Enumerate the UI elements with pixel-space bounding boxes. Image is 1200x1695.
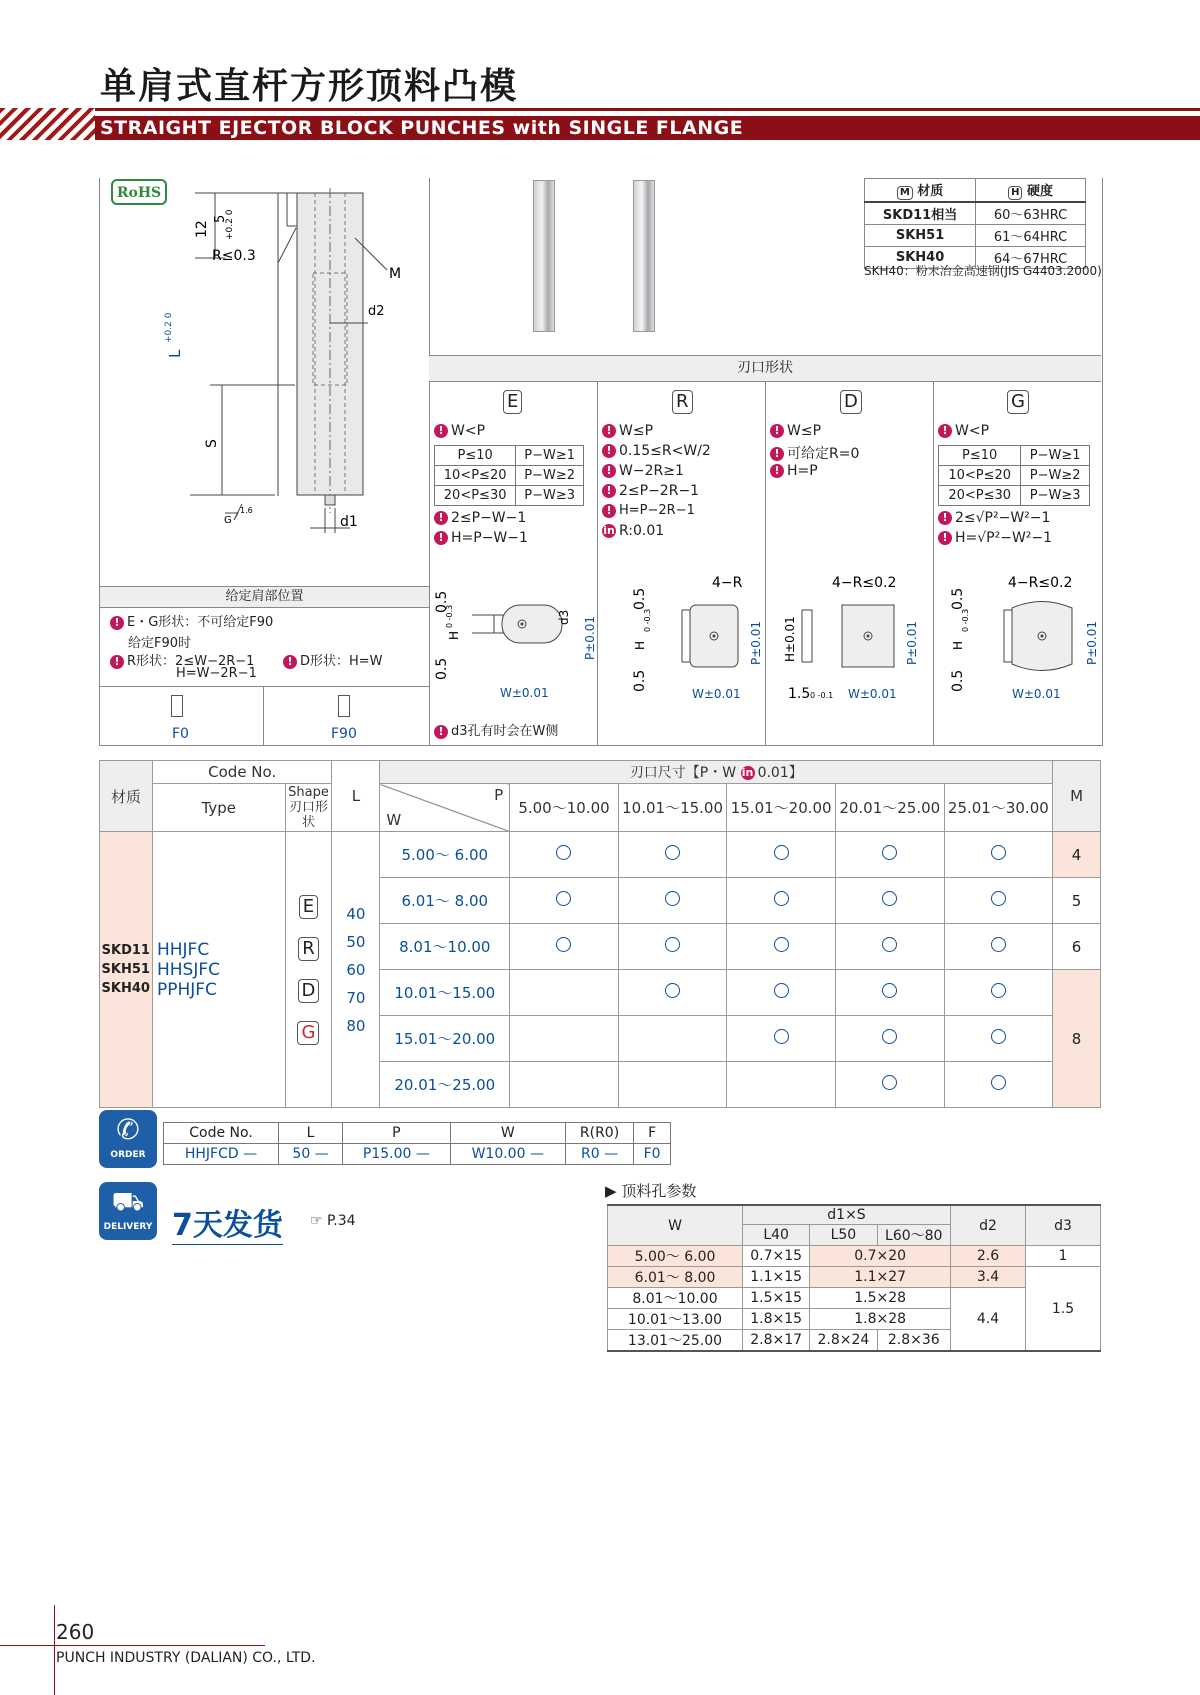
e-rule-table: P≤10 P−W≥1 10<P≤20 P−W≥2 20<P≤30 P−W≥3 — [434, 445, 584, 506]
f90-icon — [338, 695, 350, 717]
available-mark — [991, 1029, 1006, 1044]
shape-r-icon: R — [672, 390, 693, 414]
shape-e-icon: E — [503, 390, 522, 414]
avail-cell — [835, 832, 944, 878]
r-rule: ! H=P−2R−1 — [602, 503, 695, 518]
product-photo-2 — [633, 180, 655, 332]
shape-e-diagram — [432, 585, 597, 705]
w-range: 10.01～15.00 — [380, 970, 510, 1016]
svg-text:H: H — [633, 640, 647, 650]
dim-12: 12 — [194, 220, 210, 238]
page-title: 单肩式直杆方形顶料凸模 — [100, 66, 519, 107]
rough-label: 1.6 — [240, 506, 253, 515]
svg-text:0 -0.3: 0 -0.3 — [643, 608, 652, 632]
d-rule: ! H=P — [770, 463, 818, 479]
r-rule: ! W≤P — [602, 423, 653, 439]
available-mark — [556, 937, 571, 952]
svg-text:W±0.01: W±0.01 — [1012, 687, 1061, 701]
d-rule: ! 可给定R=0 — [770, 443, 859, 463]
svg-text:0.5: 0.5 — [950, 587, 966, 610]
w-range: 6.01～ 8.00 — [380, 878, 510, 924]
g-rule-table: P≤10 P−W≥1 10<P≤20 P−W≥2 20<P≤30 P−W≥3 — [938, 445, 1090, 506]
pointer-icon: ☞ — [310, 1213, 323, 1229]
svg-text:0 -0.3: 0 -0.3 — [445, 604, 454, 628]
svg-text:P±0.01: P±0.01 — [749, 620, 763, 665]
f0-label: F0 — [172, 726, 189, 742]
available-mark — [665, 937, 680, 952]
w-range: 8.01～10.00 — [380, 924, 510, 970]
material-table — [864, 178, 1086, 269]
dim-5-tol: +0.2 0 — [225, 209, 235, 240]
punch-drawing — [100, 178, 429, 585]
h-icon: H — [1008, 186, 1022, 200]
delivery-badge: ⛟ DELIVERY — [99, 1182, 157, 1240]
available-mark — [665, 983, 680, 998]
available-mark — [882, 845, 897, 860]
e-rule: ! H=P−W−1 — [434, 530, 528, 546]
svg-text:d3: d3 — [557, 609, 571, 625]
r-rule: ! W−2R≥1 — [602, 463, 684, 479]
truck-icon: ⛟ — [111, 1187, 145, 1217]
available-mark — [774, 845, 789, 860]
avail-cell — [618, 832, 727, 878]
available-mark — [774, 891, 789, 906]
hard-header: 硬度 — [1027, 184, 1054, 199]
m-label: M — [389, 266, 402, 282]
available-mark — [882, 937, 897, 952]
svg-text:H: H — [447, 630, 461, 640]
svg-text:0.5: 0.5 — [632, 669, 648, 692]
available-mark — [556, 845, 571, 860]
svg-text:W±0.01: W±0.01 — [500, 686, 549, 700]
svg-text:W±0.01: W±0.01 — [692, 687, 741, 701]
svg-text:0 -0.1: 0 -0.1 — [810, 691, 834, 700]
svg-text:P±0.01: P±0.01 — [905, 620, 919, 665]
shoulder-note: ! R形状：2≤W−2R−1 — [110, 650, 254, 669]
mat-name: SKH40 — [865, 247, 976, 269]
footer-vline — [54, 1605, 55, 1695]
m-icon: M — [897, 186, 913, 200]
svg-text:1.5: 1.5 — [788, 686, 811, 702]
svg-text:H: H — [951, 640, 965, 650]
footer-line — [0, 1645, 265, 1646]
available-mark — [991, 983, 1006, 998]
available-mark — [774, 983, 789, 998]
svg-text:H±0.01: H±0.01 — [783, 616, 797, 662]
l-label: L — [166, 349, 184, 358]
shape-g-icon: G — [1007, 390, 1029, 414]
svg-text:W±0.01: W±0.01 — [848, 687, 897, 701]
shoulder-note: H=W−2R−1 — [176, 666, 257, 681]
available-mark — [991, 891, 1006, 906]
available-mark — [882, 983, 897, 998]
shoulder-note: ! E・G形状：不可给定F90 — [110, 611, 273, 630]
e-rule: ! 2≤P−W−1 — [434, 510, 526, 526]
d3-note: ! d3孔有时会在W侧 — [434, 720, 558, 739]
shoulder-note: 给定F90时 — [128, 636, 192, 651]
r-label: R≤0.3 — [212, 248, 256, 264]
f0-icon — [171, 695, 183, 717]
svg-text:4−R≤0.2: 4−R≤0.2 — [832, 575, 897, 591]
available-mark — [774, 1029, 789, 1044]
g-rule: ! H=√P²−W²−1 — [938, 530, 1052, 546]
w-range: 20.01～25.00 — [380, 1062, 510, 1108]
avail-cell — [510, 832, 619, 878]
d-rule: ! W≤P — [770, 423, 821, 439]
mat-hard: 61～64HRC — [976, 225, 1086, 247]
order-example: Code No. L P W R(R0) F HHJFCD — 50 — P15.00 — W10.00 — R0 — F0 — [163, 1122, 671, 1165]
shape-d-diagram — [768, 570, 933, 705]
shoulder-note: ! D形状：H=W — [283, 650, 383, 669]
available-mark — [556, 891, 571, 906]
svg-text:0.5: 0.5 — [632, 587, 648, 610]
f90-label: F90 — [331, 726, 357, 742]
shoulder-title: 给定肩部位置 — [100, 587, 429, 608]
dim-5: 5 — [213, 214, 228, 223]
r-rule: ! 0.15≤R<W/2 — [602, 443, 711, 459]
s-label: S — [204, 439, 220, 448]
svg-text:0.5: 0.5 — [950, 669, 966, 692]
available-mark — [774, 937, 789, 952]
available-mark — [665, 845, 680, 860]
available-mark — [882, 1075, 897, 1090]
delivery-ref[interactable]: ☞ P.34 — [310, 1213, 356, 1229]
order-badge: ✆ ORDER — [99, 1110, 157, 1168]
company-name: PUNCH INDUSTRY (DALIAN) CO., LTD. — [56, 1650, 316, 1666]
page-subtitle: STRAIGHT EJECTOR BLOCK PUNCHES with SINGLE FLANGE — [100, 117, 744, 139]
g-rule: ! 2≤√P²−W²−1 — [938, 510, 1050, 526]
d1-label: d1 — [340, 514, 358, 530]
available-mark — [882, 891, 897, 906]
shape-r-diagram — [600, 570, 765, 705]
available-mark — [991, 1075, 1006, 1090]
w-range: 15.01～20.00 — [380, 1016, 510, 1062]
w-range: 5.00～ 6.00 — [380, 832, 510, 878]
page-number: 260 — [56, 1620, 95, 1644]
l-tol: +0.2 0 — [164, 312, 174, 343]
g-rule: ! W<P — [938, 423, 989, 439]
mat-hard: 64～67HRC — [976, 247, 1086, 269]
svg-text:4−R: 4−R — [712, 575, 743, 591]
svg-text:P±0.01: P±0.01 — [1085, 620, 1099, 665]
r-rule: in R:0.01 — [603, 523, 665, 539]
svg-text:4−R≤0.2: 4−R≤0.2 — [1008, 575, 1073, 591]
svg-text:0.5: 0.5 — [434, 657, 450, 680]
banner-stripes — [0, 108, 95, 140]
rohs-text: RoHS — [116, 185, 162, 201]
svg-text:P±0.01: P±0.01 — [583, 615, 597, 660]
available-mark — [991, 845, 1006, 860]
e-rule: ! W<P — [434, 423, 485, 439]
shape-d-icon: D — [840, 390, 862, 414]
material-note: SKH40：粉末冶金高速钢(JIS G4403.2000) — [864, 264, 1102, 278]
param-title: ▶ 顶料孔参数 — [605, 1182, 697, 1200]
d2-label: d2 — [368, 304, 385, 319]
spec-table: 材质 Code No. L 刃口尺寸【P・W in 0.01】 M Type Shape 刃口形状 P W 5.00～10.00 10.01～15.00 15.01～20.00 20.01～25.00 25.01～30.00 SKD11 SKH51 SKH40 HHJFC HHSJFC PPHJFC E R D G 40 50 60 70 80 5.00～ 6.00 4 6.01～ 8.00 5 8.01～10.00 6 10.01～15.00 8 15.01～20.00 20.01～25.00 — [99, 760, 1101, 1108]
r-rule: ! 2≤P−2R−1 — [602, 483, 699, 499]
mat-name: SKD11相当 — [865, 202, 976, 225]
mat-header: 材质 — [917, 184, 944, 199]
g-label: G — [224, 515, 232, 526]
available-mark — [882, 1029, 897, 1044]
avail-cell — [727, 832, 836, 878]
svg-text:0 -0.3: 0 -0.3 — [961, 608, 970, 632]
product-photo-1 — [533, 180, 555, 332]
svg-text:0.5: 0.5 — [434, 590, 450, 613]
mat-name: SKH51 — [865, 225, 976, 247]
ejector-hole-table: W d1×S d2 d3 L40 L50 L60～80 5.00～ 6.00 0.7×15 0.7×20 2.6 1 6.01～ 8.00 1.1×15 1.1×27 3.4 1.5 8.01～10.00 1.5×15 1.5×28 4.4 10.01～13.00 1.8×15 1.8×28 13.01～25.00 2.8×17 2.8×24 2.8×36 — [607, 1204, 1101, 1352]
available-mark — [991, 937, 1006, 952]
shape-g-diagram — [936, 570, 1101, 705]
mat-hard: 60～63HRC — [976, 202, 1086, 225]
available-mark — [665, 891, 680, 906]
edge-shape-title: 刃口形状 — [429, 356, 1101, 382]
delivery-days: 7天发货 — [172, 1200, 283, 1245]
phone-icon: ✆ — [116, 1113, 140, 1146]
banner-line — [0, 108, 1200, 111]
avail-cell — [944, 832, 1053, 878]
